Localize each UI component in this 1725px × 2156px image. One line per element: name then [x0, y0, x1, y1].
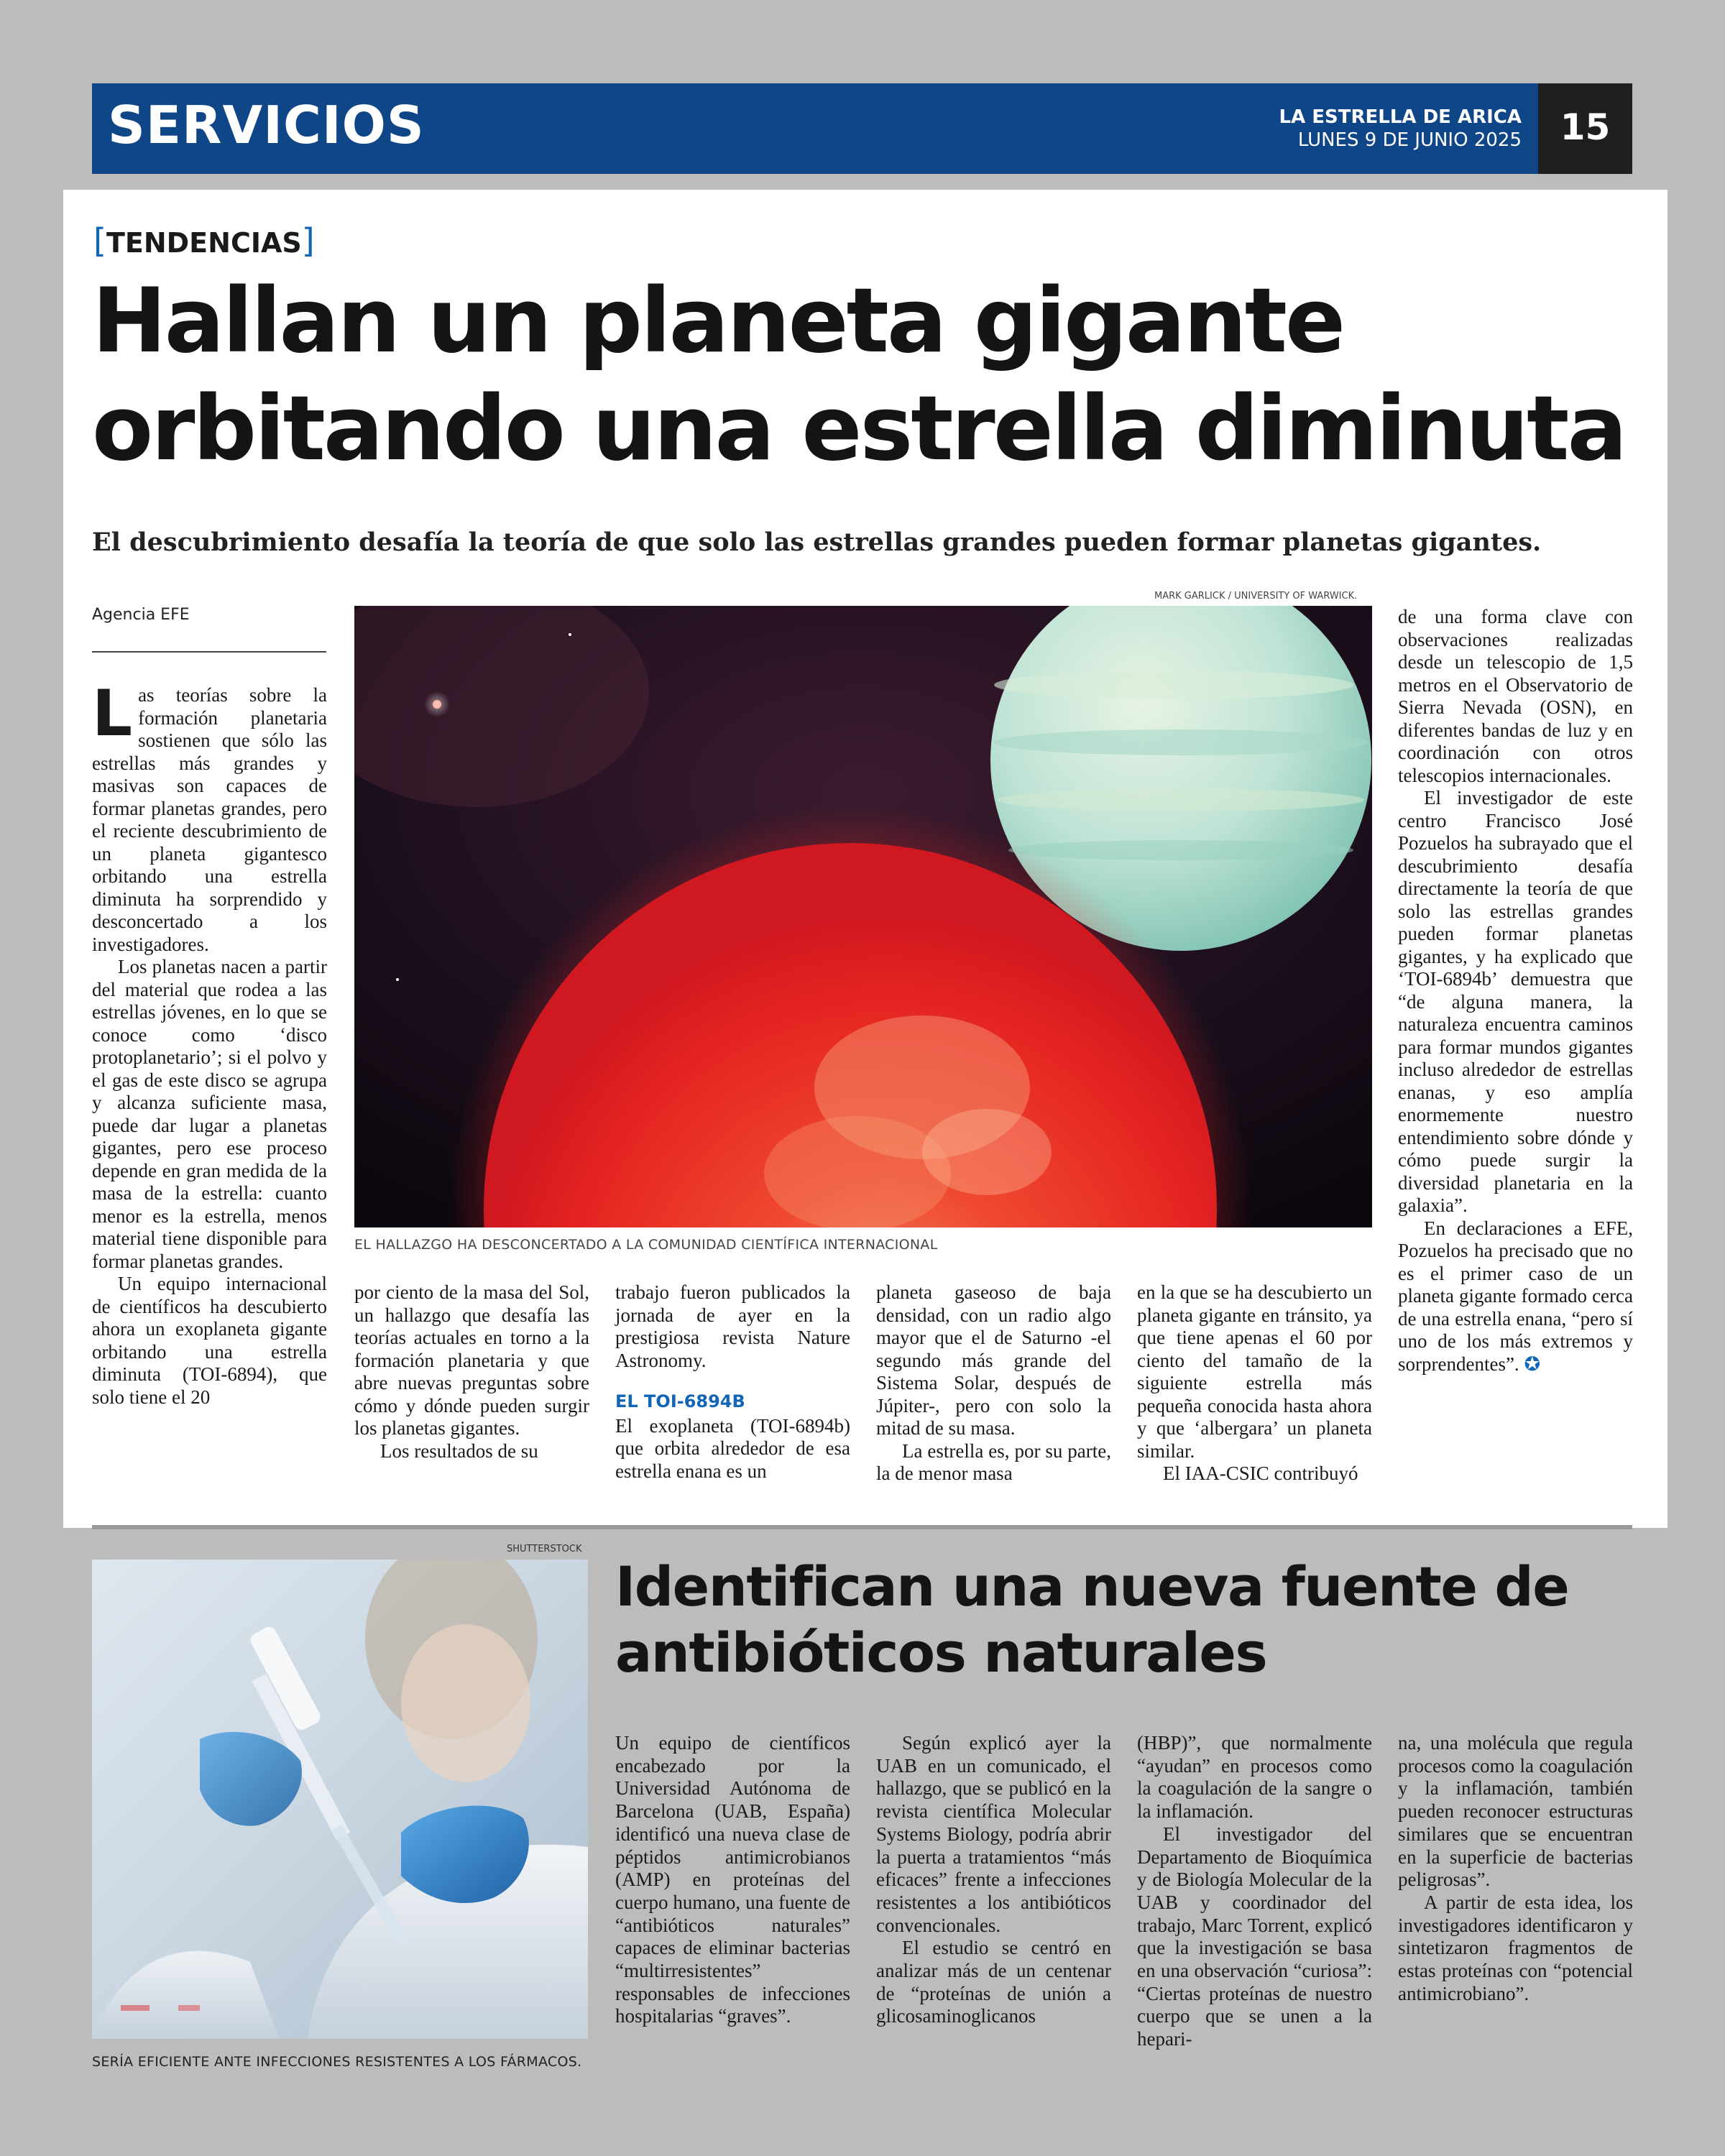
kicker-bracket-close: ]	[301, 221, 315, 260]
scientist-pipette-photo	[92, 1560, 588, 2039]
paragraph: Un equipo de científicos encabezado por la Universidad Autónoma de Barcelona (UAB, España) identificó una nueva clase de péptidos antimicrobianos (AMP) en proteínas del cuerpo humano, una fuente de “antibióticos naturales” capaces de eliminar bacterias “multirresistentes” responsables de infecciones hospitalarias “graves”.	[615, 1732, 850, 2027]
paragraph: as teorías sobre la formación planetaria sostienen que sólo las estrellas más grandes y masivas son capaces de formar planetas grandes, pero el reciente descubrimiento de un planeta gigantesco orbitando una estrella diminuta ha sorprendido y desconcertado a los investigadores.	[92, 684, 327, 955]
paragraph: na, una molécula que regula procesos como la coagulación y la inflamación, también pueden reconocer estructuras similares que se encuentran en la superficie de bacterias peligrosas”.	[1398, 1732, 1633, 1891]
paragraph: El exoplaneta (TOI-6894b) que orbita alrededor de esa estrella enana es un	[615, 1414, 850, 1482]
paragraph: Los planetas nacen a partir del material que rodea a las estrellas jóvenes, en lo que se conoce como ‘disco protoplanetario’; si el polvo y el gas de este disco se agrupa y alcanza suficiente masa, puede dar lugar a planetas gigantes, pero ese proceso depende en gran medida de la masa de la estrella: cuanto menor es la estrella, menos material tiene disponible para formar planetas grandes.	[92, 956, 327, 1272]
article-column-4	[876, 1281, 1111, 1485]
kicker-bracket-open: [	[93, 221, 106, 260]
newspaper-name: LA ESTRELLA DE ARICA	[1279, 106, 1522, 128]
publication-date: LUNES 9 DE JUNIO 2025	[1297, 129, 1522, 151]
drop-cap: L	[92, 676, 133, 750]
paragraph: por ciento de la masa del Sol, un hallazgo que desafía las teorías actuales en torno a la formación planetaria y que abre nuevas preguntas sobre cómo y dónde pueden surgir los planetas gigantes.	[354, 1281, 589, 1439]
article-column-5	[1137, 1281, 1372, 1485]
article-column-6	[1398, 606, 1633, 1376]
page-number: 15	[1560, 106, 1611, 148]
exoplanet-illustration	[354, 606, 1372, 1227]
article2-column-4	[1398, 1732, 1633, 2005]
article2-column-3	[1137, 1732, 1372, 2051]
end-mark-icon: ✪	[1524, 1353, 1541, 1375]
kicker	[93, 221, 315, 260]
paragraph: El investigador del Departamento de Bioquímica y de Biología Molecular de la UAB y coordinador del trabajo, Marc Torrent, explicó que la investigación se basa en una observación “curiosa”: “Ciertas proteínas de nuestro cuerpo que se unen a la hepari-	[1137, 1823, 1372, 2050]
headline: Hallan un planeta gigante orbitando una estrella diminuta	[92, 270, 1626, 481]
headline-2: Identifican una nueva fuente de antibióticos naturales	[615, 1554, 1569, 1685]
paragraph: de una forma clave con observaciones realizadas desde un telescopio de 1,5 metros en el Observatorio de Sierra Nevada (OSN), en diferentes bandas de luz y en coordinación con otros telescopios internacionales.	[1398, 606, 1633, 786]
paragraph: Según explicó ayer la UAB en un comunicado, el hallazgo, que se publicó en la revista científica Molecular Systems Biology, podría abrir la puerta a tratamientos “más eficaces” frente a infecciones resistentes a los antibióticos convencionales.	[876, 1732, 1111, 1936]
paragraph: La estrella es, por su parte, la de menor masa	[876, 1439, 1111, 1484]
byline: Agencia EFE	[92, 606, 190, 624]
paragraph: El estudio se centró en analizar más de un centenar de “proteínas de unión a glicosaminoglicanos	[876, 1937, 1111, 2027]
paragraph: Los resultados de su	[380, 1439, 538, 1462]
paragraph: Un equipo internacional de científicos ha descubierto ahora un exoplaneta gigante orbitando una estrella diminuta (TOI-6894), que solo tiene el 20	[92, 1273, 327, 1408]
paragraph: en la que se ha descubierto un planeta gigante en tránsito, ya que tiene apenas el 60 por ciento del tamaño de la siguiente estrella más pequeña conocida hasta ahora y que ‘albergara’ un planeta similar.	[1137, 1281, 1372, 1462]
article2-column-2	[876, 1732, 1111, 2028]
article2-column-1	[615, 1732, 850, 2028]
kicker-text: TENDENCIAS	[106, 227, 302, 259]
paragraph: A partir de esta idea, los investigadores identificaron y sintetizaron fragmentos de estas proteínas con “potencial antimicrobiano”.	[1398, 1891, 1633, 2004]
photo-credit: MARK GARLICK / UNIVERSITY OF WARWICK.	[1154, 591, 1358, 602]
section-title: SERVICIOS	[108, 95, 425, 155]
paragraph: planeta gaseoso de baja densidad, con un radio algo mayor que el de Saturno -el segundo más grande del Sistema Solar, después de Júpiter-, pero con solo la mitad de su masa.	[876, 1281, 1111, 1439]
photo-caption: EL HALLAZGO HA DESCONCERTADO A LA COMUNIDAD CIENTÍFICA INTERNACIONAL	[354, 1237, 938, 1253]
paragraph: trabajo fueron publicados la jornada de ayer en la prestigiosa revista Nature Astronomy.	[615, 1281, 850, 1371]
byline-rule	[92, 651, 326, 653]
paragraph	[1398, 1217, 1633, 1376]
paragraph: El IAA-CSIC contribuyó	[1163, 1462, 1358, 1484]
article-column-3	[615, 1281, 850, 1483]
paragraph: El investigador de este centro Francisco José Pozuelos ha subrayado que el descubrimiento desafía directamente la teoría de que solo las estrellas grandes pueden formar planetas gigantes, y ha explicado que ‘TOI-6894b’ demuestra que “de alguna manera, la naturaleza encuentra caminos para formar mundos gigantes incluso alrededor de estrellas enanas, y eso amplía enormemente nuestro entendimiento sobre dónde y cómo puede surgir la diversidad planetaria en la galaxia”.	[1398, 787, 1633, 1216]
paragraph: (HBP)”, que normalmente “ayudan” en procesos como la coagulación de la sangre o la inflamación.	[1137, 1732, 1372, 1823]
subheadline: El descubrimiento desafía la teoría de que solo las estrellas grandes pueden formar planetas gigantes.	[92, 528, 1542, 557]
article-column-1	[92, 676, 327, 1409]
paragraph-text: En declaraciones a EFE, Pozuelos ha precisado que no es el primer caso de un planeta gigante formado cerca de una estrella enana, “pero sí uno de los más extremos y sorprendentes”.	[1398, 1217, 1633, 1375]
section-divider	[92, 1525, 1632, 1529]
photo-credit-2: SHUTTERSTOCK	[507, 1544, 582, 1554]
photo-caption-2: SERÍA EFICIENTE ANTE INFECCIONES RESISTENTES A LOS FÁRMACOS.	[92, 2054, 582, 2070]
section-subhead: EL TOI-6894B	[615, 1391, 745, 1411]
article-column-2	[354, 1281, 589, 1462]
